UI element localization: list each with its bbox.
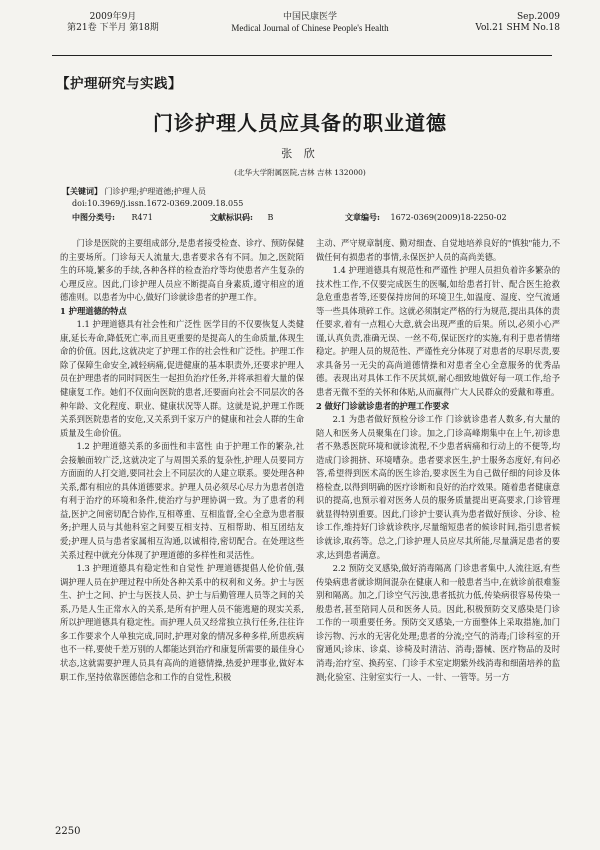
author: 张 欣 (281, 147, 319, 160)
header-date: 2009年9月 (89, 12, 137, 22)
header-right (455, 12, 560, 34)
header-left (58, 12, 168, 34)
article-no-label: 文章编号: (345, 212, 380, 222)
keywords: 门诊护理;护理道德;护理人员 (104, 187, 206, 196)
article-no-line (345, 211, 507, 224)
body-paragraph: 1.3 护理道德具有稳定性和自觉性 护理道德提倡人伦价值,强调护理人员在护理过程中所处各种关系中的权利和义务。护士与医生、护士之间、护士与医技人员、护士与后勤管理人员等之间的关系,乃是人生正常水入的关系,是所有护理人员不能逃避的现实关系,所以护理道德具有稳定性。而护理人员又经常独立执行任务,往往许多工作要求个人单独完成,同时,护理对象的情况多种多样,所患疾病也不一样,要使千差万别的人都能达到治疗和康复所需要的最佳身心状态,这就需要护理人员具有高尚的道德情操,热爱护理事业,做好本职工作,坚持依靠医德信念和工作的自觉性,积极 (60, 563, 304, 682)
body-paragraph: 2.1 为患者做好预检分诊工作 门诊就诊患者人数多,有大量的陪人和医务人员聚集在门诊。加之,门诊高峰期集中在上午,初诊患者不熟悉医院环境和就诊流程,不少患者病痛和行动上的不便等,均造成门诊拥挤、环境嘈杂。患者要求医生,护士服务态度好,有问必答,希望得到医术高的医生诊治,要求医生为自己做仔细的问诊及体格检查,以得到明确的医疗诊断和良好的治疗效果。随着患者健康意识的提高,也预示着对医务人员的服务质量提出更高要求,门诊管理就显得特别重要。因此,门诊护士要认真为患者做好预诊、分诊、检诊工作,维持好门诊就诊秩序,尽量缩短患者的候诊时间,指引患者候诊就诊,取药等。总之,门诊护理人员应尽其所能,尽量满足患者的要求,达到患者满意。 (316, 414, 560, 560)
doc-code: B (267, 213, 274, 222)
journal-name-cn: 中国民康医学 (282, 12, 337, 22)
body-paragraph: 主动、严守规章制度、勤对细查、自觉地培养良好的"慎独"能力,不做任何有损患者的事情,永保医护人员的高尚美德。 (316, 238, 560, 262)
keywords-line (62, 185, 206, 198)
section-heading: 2 做好门诊就诊患者的护理工作要求 (316, 400, 450, 411)
body-paragraph: 1.1 护理道德具有社会性和广泛性 医学目的不仅要恢复人类健康,延长寿命,降低死亡率,而且更重要的是提高人的生命质量,体现生命的价值。因此,这就决定了护理工作的社会性和广泛性。护理工作除了保障生命安全,减轻病痛,促进健康的基本职责外,还要求护理人员在护理患者的同时同医生一起担负治疗任务,并将承担着大量的保健康复工作。她们不仅面向医院的患者,还要面向社会不同层次的各种年龄、文化程度、职业、健康状况等人群。这就是说,护理工作既关系到医院患者的安危,又关系到千家万户的健康和社会人群的生命质量及生命价值。 (60, 319, 304, 438)
clc-code: R471 (131, 213, 153, 222)
body-paragraph: 2.2 预防交叉感染,做好消毒隔离 门诊患者集中,人流往返,有些传染病患者就诊期间混杂在健康人和一般患者当中,在就诊前很难鉴别和隔离。加之,门诊空气污浊,患者抵抗力低,传染病很容易传染一般患者,甚至陪同人员和医务人员。因此,积极预防交叉感染是门诊工作的一项重要任务。预防交叉感染,一方面整体上采取措施,加门诊污物、污水的无害化处理;患者的分流;空气的消毒;门诊科室的开窗通风;诊床、诊桌、诊椅及时清洁、消毒;器械、医疗物品的及时消毒;治疗室、换药室、门诊手术室定期紫外线消毒和细菌培养的监测;化验室、注射室实行一人、一针、一管等。另一方 (316, 563, 560, 682)
header-rule (52, 55, 552, 56)
article-title: 门诊护理人员应具备的职业道德 (153, 111, 447, 135)
section-heading: 1 护理道德的特点 (60, 305, 127, 316)
article-no: 1672-0369(2009)18-2250-02 (390, 213, 507, 222)
body-paragraph: 1.2 护理道德关系的多面性和丰富性 由于护理工作的繁杂,社会接触面较广泛,这就决定了与周围关系的复杂性,护理人员要同方方面面的人打交道,要同社会上不同层次的人建立联系。要处理各种关系,都有相应的具体道德要求。护理人员必须尽心尽力为患者创造有利于治疗的环境和条件,使治疗与护理协调一致。为了患者的利益,医护之间密切配合协作,互相尊重、互相监督,全心全意为患者服务;护理人员与其他科室之间要互相支持、互相帮助、相互团结友爱;护理人员与患者家属相互沟通,以诚相待,密切配合。在处理这些关系过程中就充分体现了护理道德的多样性和灵活性。 (60, 441, 304, 560)
clc-label: 中图分类号: (72, 212, 115, 222)
doc-code-line (210, 211, 273, 224)
clc-line (72, 211, 153, 224)
header-center (200, 12, 420, 34)
body-column-right (316, 237, 560, 684)
journal-name-en: Medical Journal of Chinese People's Health (231, 23, 389, 33)
body-paragraph: 门诊是医院的主要组成部分,是患者接受检查、诊疗、预防保健的主要场所。门诊每天人流量大,患者要求各有不同。加之,医院陌生的环境,繁多的手续,各种各样的检查治疗等均使患者产生复杂的心理反应。因此,门诊护理人员应不断提高自身素质,遵守相应的道德准则。以患者为中心,做好门诊就诊患者的护理工作。 (60, 238, 304, 303)
page-number: 2250 (55, 826, 81, 837)
header-month-en: Sep.2009 (516, 12, 560, 22)
doc-code-label: 文献标识码: (210, 212, 253, 222)
keywords-label: 【关键词】 (62, 186, 102, 196)
affiliation: (北华大学附属医院,吉林 吉林 132000) (234, 168, 366, 177)
header-volume-en: Vol.21 SHM No.18 (475, 23, 560, 33)
body-column-left (60, 237, 304, 684)
header-volume: 第21卷 下半月 第18期 (67, 23, 159, 33)
body-paragraph: 1.4 护理道德具有规范性和严谨性 护理人员担负着许多繁杂的技术性工作,不仅要完成医生的医嘱,如给患者打针、配合医生抢救急危重患者等,还要保持房间的环境卫生,如温度、湿度、空气流通等一些具体琐碎工作。这就必须制定严格的行为规范,提出具体的责任要求,着有一点粗心大意,就会出现严重的后果。所以,必须小心严谨,认真负责,准确无误、一丝不苟,保证医疗的实施,有利于患者情绪稳定。护理人员的规范性、严谨性充分体现了对患者的尽职尽责,要求具备另一无尖的高尚道德情操和对患者全心全意服务的优秀品德。表现出对具体工作不厌其烦,耐心细致地做好每一项工作,给予患者无微不至的关怀和体贴,从而赢得广大人民群众的爱戴和尊重。 (316, 265, 560, 398)
section-tag: 【护理研究与实践】 (56, 76, 182, 92)
doi: doi:10.3969/j.issn.1672-0369.2009.18.055 (72, 199, 244, 208)
